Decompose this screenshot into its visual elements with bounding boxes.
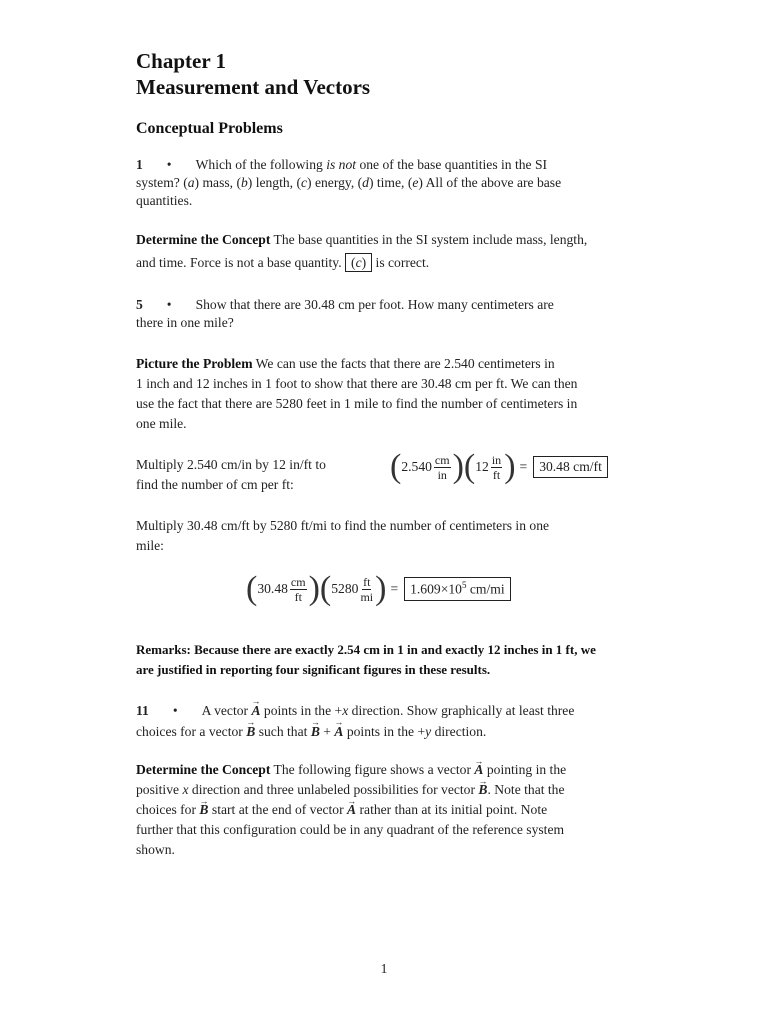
problem-number: 11 (136, 703, 149, 718)
answer-box: (c) (345, 253, 372, 272)
result-box: $1.609\times 10^5$ cm/mi (404, 577, 511, 601)
step-1-text: Multiply 2.540 cm/in by 12 in/ft to find the number of cm per ft: (136, 457, 326, 492)
problem-number: 5 (136, 297, 143, 312)
problem-1-solution: Determine the Concept The base quantities in the SI system include mass, length, and time. Force is not a base quantity. (c) is correct. (136, 232, 588, 270)
equation-1: ( 2.540 $\frac{cm}{in}$ ) ( 12 $\frac{in}{ft}$ ) = 30.48 cm/ft (390, 452, 608, 482)
solution-label: Determine the Concept (136, 762, 271, 777)
chapter-number: Chapter 1 (136, 49, 227, 73)
problem-5-picture: Picture the Problem We can use the facts that there are 2.540 centimeters in 1 inch and 12 inches in 1 foot to show that there are 30.48 cm per ft. We can then use the fact that there are 5280 feet in 1 mile to find the number of centimeters in one mile. (136, 356, 578, 431)
remarks: Remarks: Because there are exactly 2.54 cm in 1 in and exactly 12 inches in 1 ft, we are justified in reporting four significant figures in these results. (136, 642, 596, 677)
result-box: 30.48 cm/ft (533, 456, 608, 478)
vector-a: → A (251, 700, 260, 721)
section-title: Conceptual Problems (136, 120, 283, 137)
solution-label: Picture the Problem (136, 356, 253, 371)
problem-11-question: 11 • A vector → A points in the +x direction. Show graphically at least three choices for a vector → B such that → B + → A points in the +y direction. (136, 700, 636, 742)
problem-1-question: 1 • Which of the following is not one of the base quantities in the SI system? (a) mass, (b) length, (c) energy, (d) time, (e) All of the above are base quantities. (136, 157, 562, 208)
step-2-text: Multiply 30.48 cm/ft by 5280 ft/mi to find the number of centimeters in one mile: (136, 518, 550, 553)
difficulty-bullet: • (166, 297, 172, 312)
page-number: 1 (380, 961, 388, 976)
problem-number: 1 (136, 157, 143, 172)
problem-5-question: 5 • Show that there are 30.48 cm per foot. How many centimeters are there in one mile? (136, 297, 554, 330)
difficulty-bullet: • (166, 157, 172, 172)
difficulty-bullet: • (172, 703, 178, 718)
equation-2: ( 30.48 $\frac{cm}{ft}$ ) ( 5280 $\frac{ft}{mi}$ ) = $1.609\times 10^5$ cm/mi (246, 574, 511, 604)
chapter-title: Measurement and Vectors (136, 75, 371, 99)
solution-label: Determine the Concept (136, 232, 271, 247)
vector-b: → B (246, 721, 255, 742)
problem-11-solution: Determine the Concept The following figure shows a vector → A pointing in the positive x direction and three unlabeled possibilities for vector → B. Note that the choices for → B start at the end of vector → A rather than at its initial point. Note further that this configuration could be in any quadrant of the reference system shown. (136, 760, 632, 860)
